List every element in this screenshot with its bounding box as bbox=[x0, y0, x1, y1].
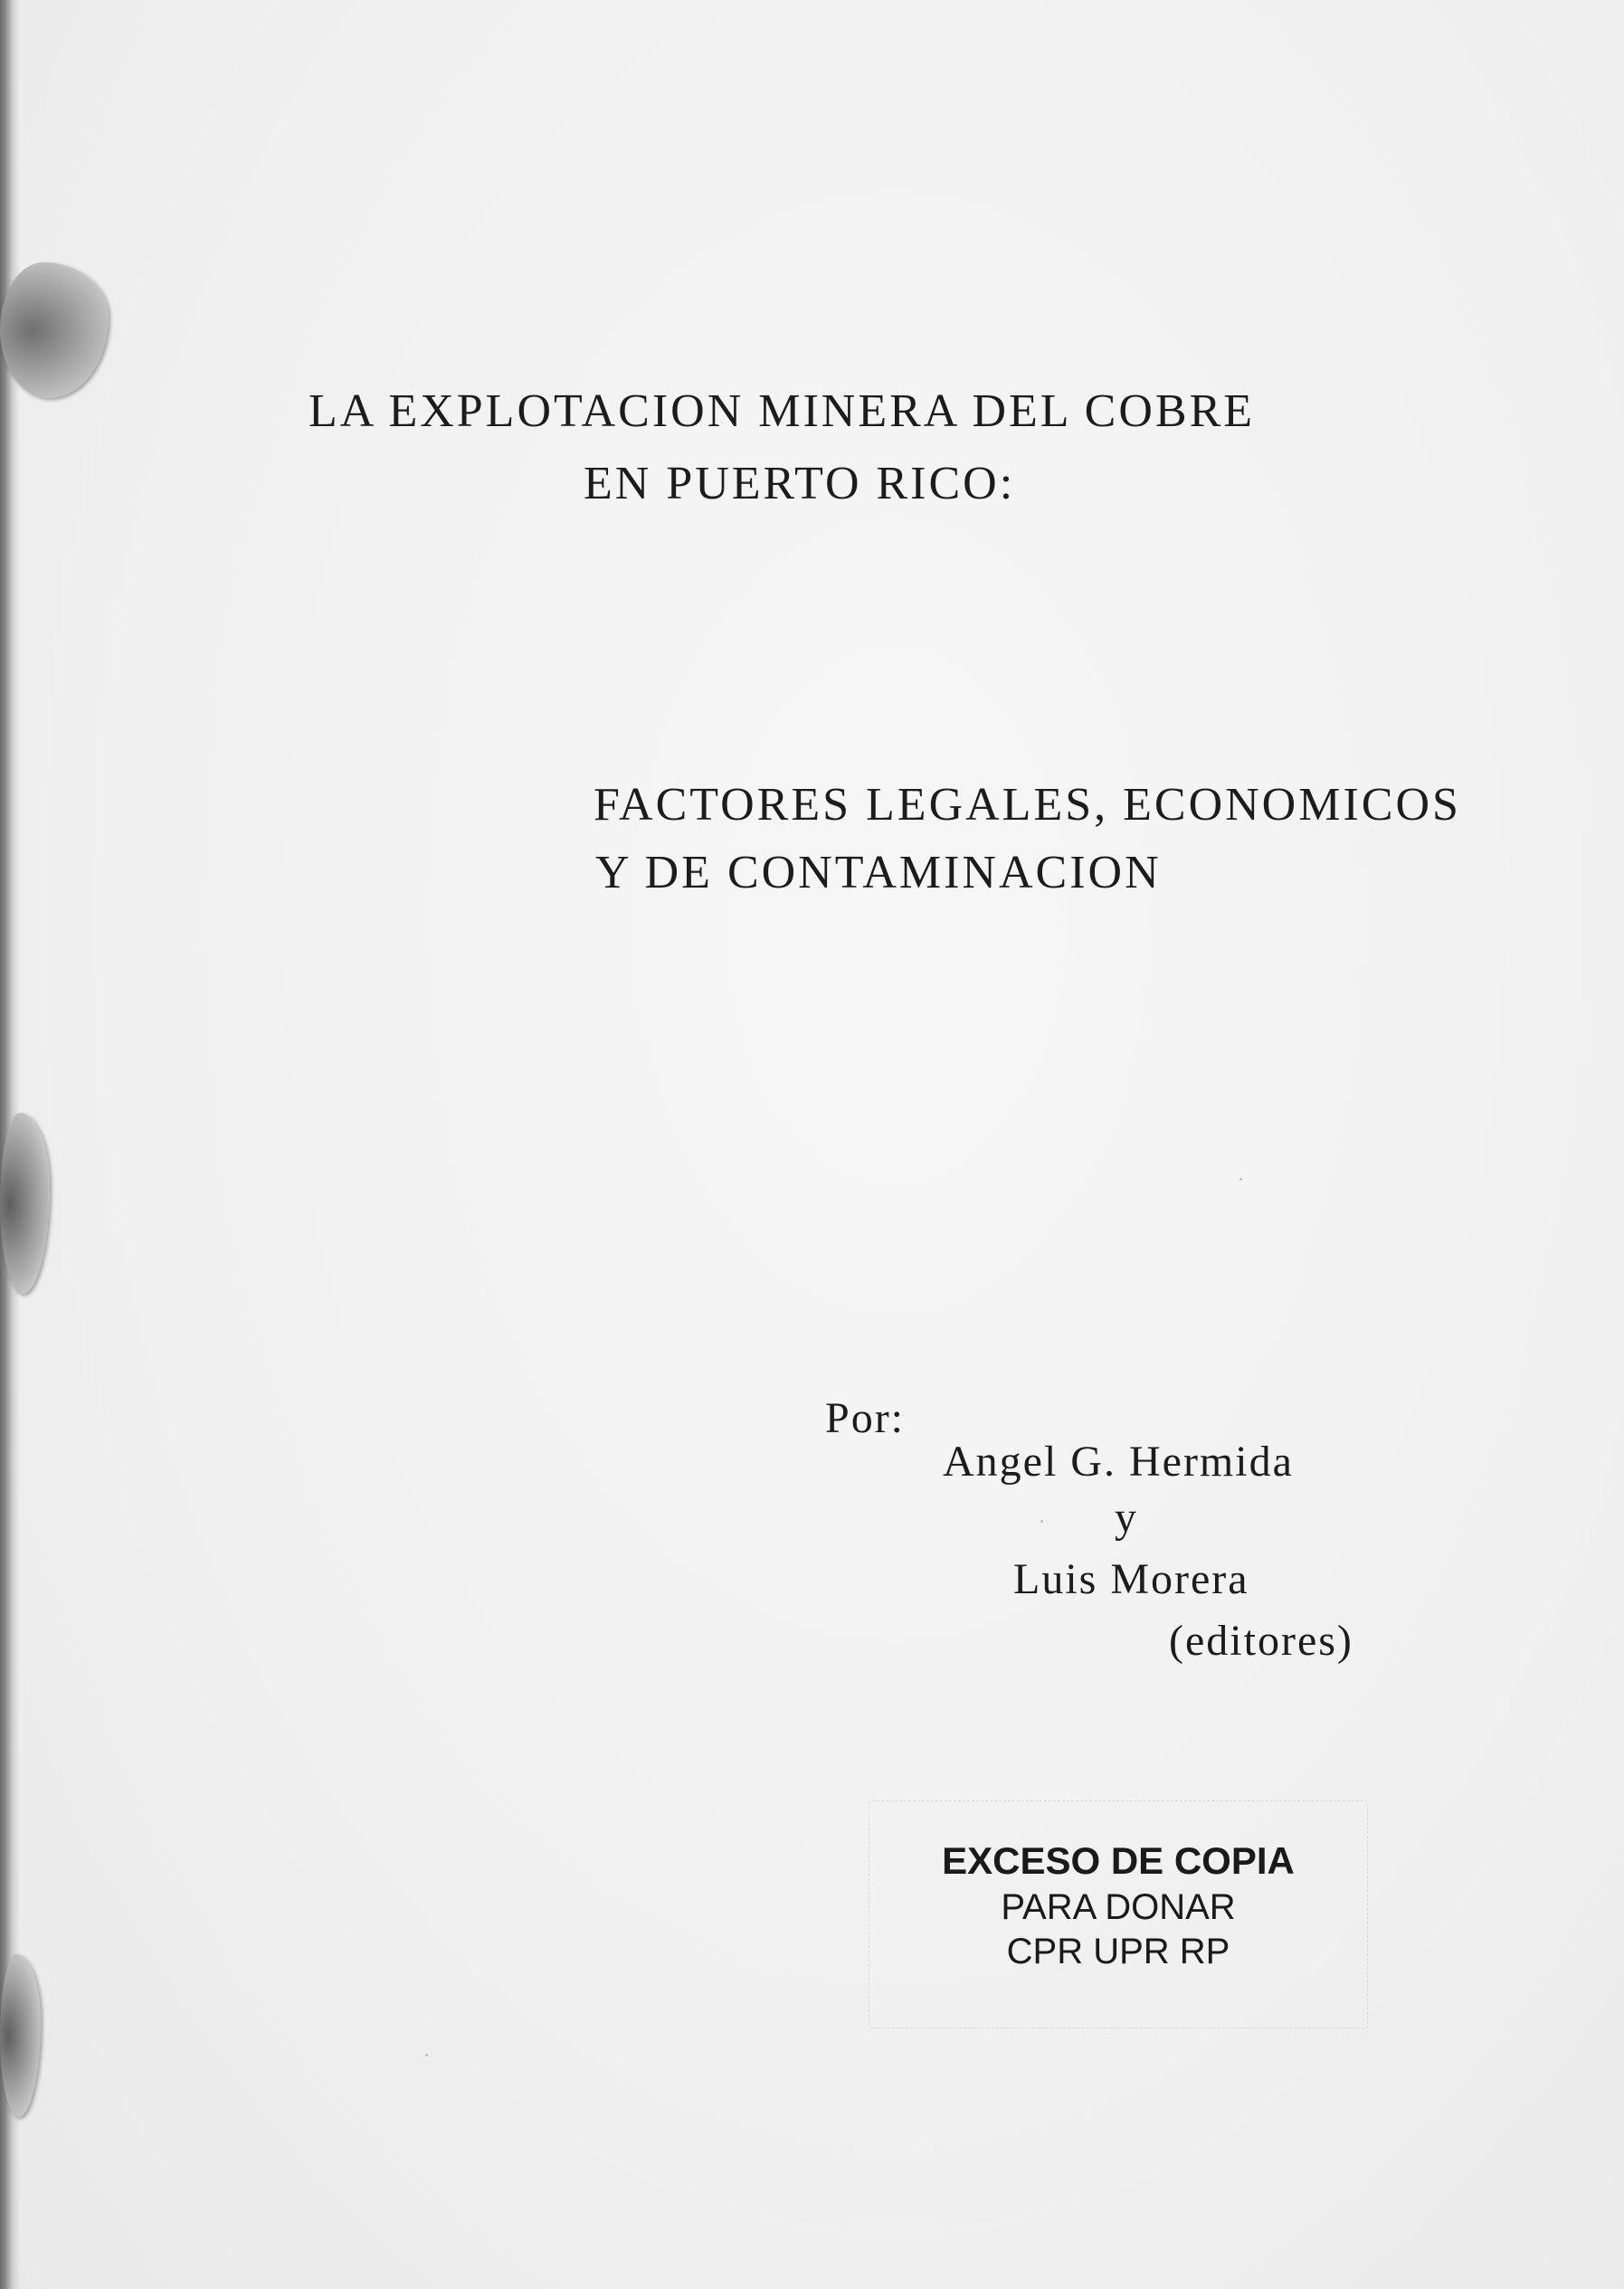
torn-binding-hole bbox=[0, 1954, 41, 2117]
paper-speck bbox=[1239, 1178, 1242, 1181]
stamp-line-1: EXCESO DE COPIA bbox=[942, 1839, 1295, 1882]
stamp-line-3: CPR UPR RP bbox=[1006, 1932, 1230, 1971]
library-stamp bbox=[869, 1800, 1368, 2028]
subtitle-line-1: FACTORES LEGALES, ECONOMICOS bbox=[594, 779, 1461, 831]
torn-binding-hole bbox=[0, 1113, 50, 1294]
author-conjunction: y bbox=[1115, 1494, 1138, 1542]
paper-speck bbox=[1040, 1520, 1043, 1523]
author-1: Angel G. Hermida bbox=[943, 1438, 1294, 1486]
by-label: Por: bbox=[825, 1394, 906, 1442]
torn-binding-hole bbox=[0, 262, 109, 398]
author-2: Luis Morera bbox=[1013, 1555, 1249, 1603]
subtitle-line-2: Y DE CONTAMINACION bbox=[595, 847, 1162, 898]
stamp-line-2: PARA DONAR bbox=[1001, 1887, 1236, 1927]
editors-role: (editores) bbox=[1169, 1617, 1353, 1665]
paper-speck bbox=[425, 2054, 428, 2056]
title-line-1: LA EXPLOTACION MINERA DEL COBRE bbox=[309, 385, 1256, 437]
title-line-2: EN PUERTO RICO: bbox=[584, 458, 1016, 509]
